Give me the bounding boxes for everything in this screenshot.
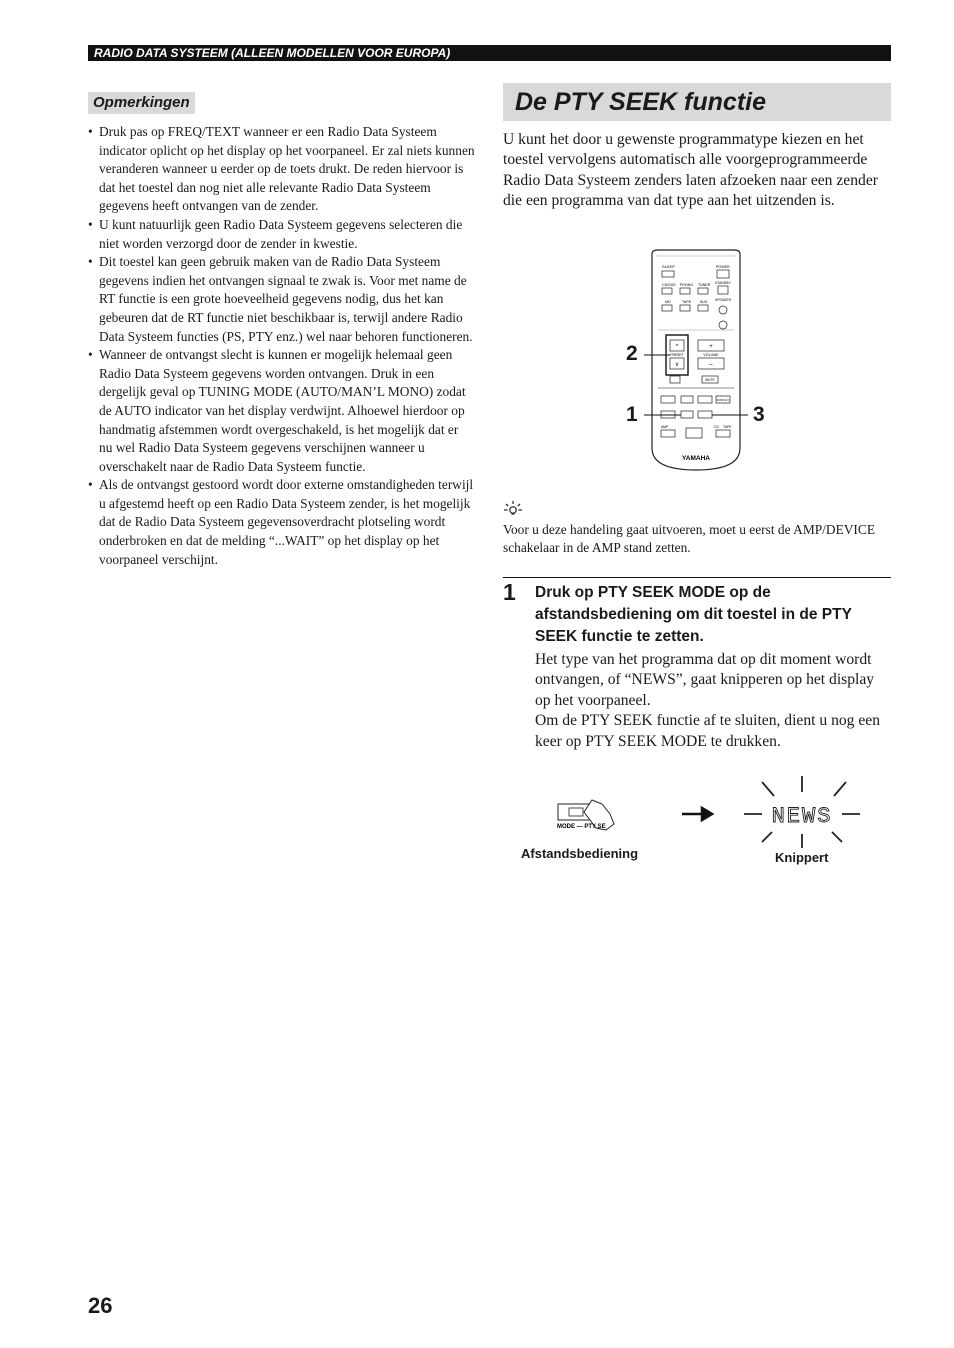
label-tape2: TAPE [723,425,732,429]
remote-illustration [620,248,770,473]
label-mute: MUTE [705,378,715,382]
volume-plus-icon: + [709,344,713,350]
step-body-line: Het type van het programma dat op dit moment wordt ontvangen, of “NEWS”, gaat knipperen op het display op het voorpaneel. [535,651,875,709]
label-cd: CD/DVD [662,283,676,287]
callout-1: 1 [626,403,638,426]
page-number: 26 [88,1293,113,1318]
chevron-down-icon: v [675,362,679,368]
lightbulb-icon [503,500,523,518]
label-speaker: SPEAKER [715,298,732,302]
caption-knippert: Knippert [775,850,829,865]
section-title: De PTY SEEK functie [503,83,891,121]
chevron-up-icon: ^ [675,344,679,350]
label-volume: VOLUME [703,353,719,357]
step-body [535,650,891,752]
running-header: RADIO DATA SYSTEEM (ALLEEN MODELLEN VOOR EUROPA) [88,45,891,61]
callout-3: 3 [753,403,765,426]
step-divider [503,577,891,578]
notes-list [88,123,475,569]
label-aux: AUX [700,300,708,304]
label-tape: TAPE [682,300,692,304]
intro-paragraph: U kunt het door u gewenste programmatype kiezen en het toestel vervolgens automatisch alle voorgeprogrammeerde Radio Data Systeem zenders laten afzoeken naar een zender die een programma van dat type aan het uitzenden is. [503,131,878,210]
label-power: POWER [716,265,730,269]
label-sleep: SLEEP [662,264,675,269]
tip-text: Voor u deze handeling gaat uitvoeren, moet u eerst de AMP/DEVICE schakelaar in de AMP stand zetten. [503,522,875,555]
label-md: MD [665,300,671,304]
note-item: • Wanneer de ontvangst slecht is kunnen er mogelijk helemaal geen Radio Data Systeem gegevens worden ontvangen. Druk in een dergelijk geval op TUNING MODE (AUTO/MAN’L MONO) zodat de AUTO indicator van het display verdwijnt. Alhoewel hierdoor op handmatig afstemmen wordt overgeschakeld, is het mogelijk dat er nu wel Radio Data Systeem gegevens verschijnen wanneer u overschakelt naar de Radio Data Systeem functie. [88,346,475,476]
pty-seek-figure [510,770,890,870]
label-standby: STANDBY [715,281,731,285]
step-number: 1 [503,579,516,605]
label-tuner: TUNER [698,283,711,287]
step-title: Druk op PTY SEEK MODE op de afstandsbediening om dit toestel in de PTY SEEK functie te zetten. [535,584,852,645]
note-item: • Dit toestel kan geen gebruik maken van de Radio Data Systeem gegevens indien het ontvangen signaal te zwak is. Voor met name de RT functie is een grote hoeveelheid gegevens nodig, dus het kan gebeuren dat de RT functie niet beschikbaar is, terwijl andere Radio Data Systeem functies (PS, PTY enz.) wel naar behoren functioneren. [88,253,475,346]
callout-2: 2 [626,342,638,365]
volume-minus-icon: – [709,362,713,368]
label-phono: PHONO [680,283,694,287]
remote-control-image [620,248,770,473]
label-cd2: CD [714,425,719,429]
news-display: NEWS [771,804,833,829]
step-body-line: Om de PTY SEEK functie af te sluiten, dient u nog een keer op PTY SEEK MODE te drukken. [535,712,881,750]
note-item: • Druk pas op FREQ/TEXT wanneer er een Radio Data Systeem indicator oplicht op het display op het voorpaneel. Er zal niets kunnen veranderen wanneer u eerder op de toets drukt. De reden hiervoor is dat het toestel dan nog niet alle relevante Radio Data Systeem gegevens heeft ontvangen van de zender. [88,123,475,216]
note-item: • Als de ontvangst gestoord wordt door externe omstandigheden terwijl u afgestemd heeft op een Radio Data Systeem zender, is het mogelijk dat de Radio Data Systeem gegevensoverdracht plotseling wordt onderbroken en dat de melding “...WAIT” op het display op het voorpaneel verschijnt. [88,476,475,569]
caption-afstandsbediening: Afstandsbediening [521,846,639,861]
label-display: DISPLAY [716,398,730,402]
mode-button-label: MODE — PTY SE [557,824,606,830]
arrow-right-icon [682,808,712,820]
yamaha-logo: YAMAHA [682,455,710,462]
notes-title: Opmerkingen [88,92,195,114]
label-preset: PRESET [670,353,684,357]
label-amp: AMP [661,425,669,429]
note-item: • U kunt natuurlijk geen Radio Data Systeem gegevens selecteren die niet worden verzorgd door de zender in kwestie. [88,216,475,253]
